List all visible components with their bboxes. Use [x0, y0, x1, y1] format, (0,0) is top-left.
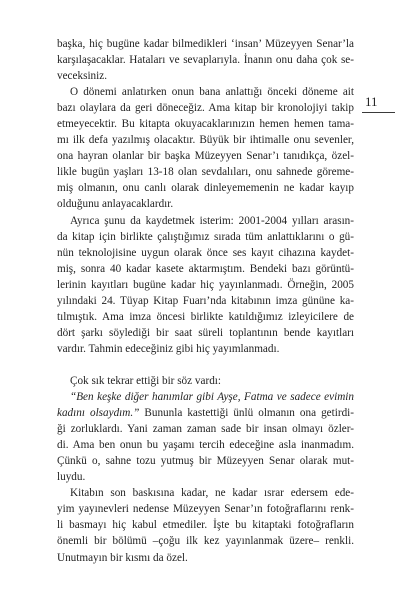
paragraph-gap [57, 357, 354, 373]
text-line: likle bugün yaşları 13-18 olan sevdalıları, onu sahnede göreme- [57, 166, 354, 179]
text-line: karşılaşacaklar. Hataları ve sevaplarıyla. İnanın onu daha çok se- [57, 54, 354, 67]
text-line: ona hayran olanlar bir başka Müzeyyen Senar’ı tanıdıkça, özel- [57, 150, 354, 163]
text-line: etmeyecektir. Bu kitapta okuyacaklarınızın hemen hemen tama- [57, 118, 354, 131]
text-line: olduğunu anlayacaklardır. [57, 198, 174, 211]
text-line: yim yayınevleri nedense Müzeyyen Senar’ın fotoğraflarını renk- [57, 503, 354, 516]
text-line: Unutmayın bir kısmı da özel. [57, 551, 188, 564]
text-line: vardır. Tahmin edeceğiniz gibi hiç yayımlanmadı. [57, 342, 280, 355]
text-line: başka, hiç bugüne kadar bilmedikleri ‘insan’ Müzeyyen Senar’la [57, 38, 354, 50]
text-line: mı ilk defa yazılmış olacaktır. Büyük bir ihtimalle onu sevenler, [57, 134, 354, 147]
text-line: önemli bir bölümü –çoğu ilk kez yayınlanmak üzere– renkli. [57, 535, 354, 548]
text-line: dört şarkı söylediği bir saat süreli toplantının bende kayıtları [57, 326, 354, 339]
text-line: Ayrıca şunu da kaydetmek isterim: 2001-2004 yılları arasın- [70, 214, 354, 227]
text-line: tılmıştık. Ama imza öncesi birlikte katıldığımız izleyicilere de [57, 310, 354, 323]
text-line: veceksiniz. [57, 70, 108, 83]
page-number-rule [362, 112, 395, 113]
quote-line: “Ben keşke diğer hanımlar gibi Ayşe, Fatma ve sadece evimin [70, 391, 354, 404]
text-line: miş, sonra 40 kadar kasete aktarmıştım. Bendeki bazı görüntü- [57, 262, 354, 275]
text-line: lerinin kayıtları bugüne kadar hiç yayınlanmadı. Örneğin, 2005 [57, 278, 354, 291]
text-line: Çok sık tekrar ettiği bir söz vardı: [70, 374, 221, 387]
text-line: yılındaki 24. Tüyap Kitap Fuarı’nda kitabının imza gününe ka- [57, 294, 354, 307]
text-line: O dönemi anlatırken onun bana anlattığı önceki döneme ait [70, 86, 354, 99]
text-line [57, 405, 354, 421]
text-line: nün teknolojisine uygun olarak önce ses kayıt cihazına kaydet- [57, 246, 354, 259]
quote-line: kadını olsaydım.” [57, 407, 140, 420]
text-line: luydu. [57, 471, 86, 484]
page-number: 11 [365, 94, 378, 109]
text-line: miş olmanın, onu canlı olarak dinleyememenin ne kadar kayıp [57, 182, 354, 195]
body-text [57, 36, 354, 566]
text-line-segment: Bununla kastettiği ünlü olmanın ona getirdi- [139, 407, 354, 420]
text-line: di. Ama ben onun bu yaşamı tercih edeceğine asla inanmadım. [57, 439, 354, 452]
text-line: da kitap için birlikte çalıştığımız sırada tüm anlattıklarını o gü- [57, 230, 354, 243]
text-line: li basmayı hiç kabul etmediler. İşte bu kitaptaki fotoğrafların [57, 519, 354, 532]
text-line: Kitabın son baskısına kadar, ne kadar ısrar edersem ede- [70, 487, 354, 500]
text-line: bazı olaylara da geri döneceğiz. Ama kitap bir kronolojiyi takip [57, 102, 354, 115]
text-line: Çünkü o, sahne tozu yutmuş bir Müzeyyen Senar olarak mut- [57, 455, 354, 468]
text-line: ği zorluklardı. Yani zaman zaman sade bir insan olmayı özler- [57, 423, 354, 436]
